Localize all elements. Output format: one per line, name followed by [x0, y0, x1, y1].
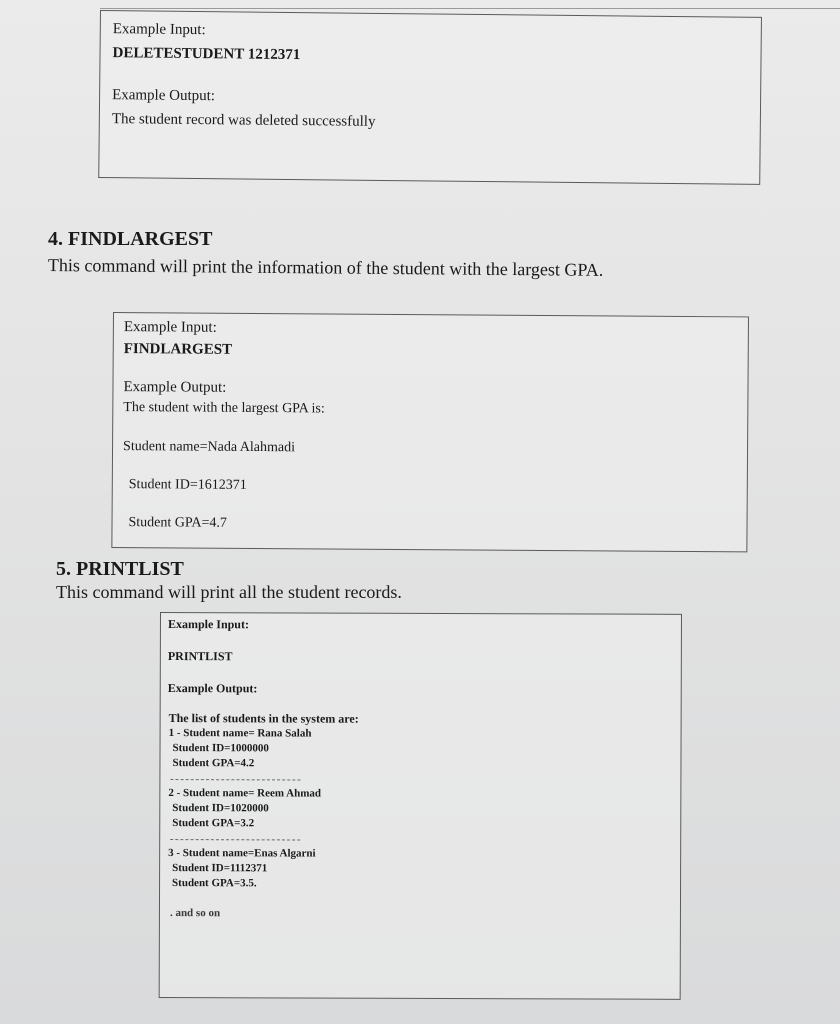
student-id-line: Student ID=1020000 — [172, 802, 269, 815]
list-footer: . and so on — [169, 907, 221, 920]
student-id-line: Student ID=1112371 — [172, 862, 268, 875]
separator-line — [170, 779, 300, 780]
deletestudent-example-box — [98, 10, 762, 185]
output-line: The student with the largest GPA is: — [123, 400, 325, 417]
student-name-line: 2 - Student name= Reem Ahmad — [168, 787, 322, 800]
example-output-label: Example Output: — [167, 681, 258, 696]
output-line: Student GPA=4.7 — [128, 515, 227, 531]
findlargest-example-box — [111, 312, 749, 552]
student-id-line: Student ID=1000000 — [172, 742, 269, 755]
example-input-value: FINDLARGEST — [123, 341, 233, 358]
student-list-intro: The list of students in the system are: — [168, 711, 359, 726]
section-5-heading: 5. PRINTLIST — [56, 558, 184, 580]
example-input-value: DELETESTUDENT 1212371 — [112, 45, 301, 64]
student-name-line: 3 - Student name=Enas Algarni — [168, 847, 316, 860]
section-5-description: This command will print all the student records. — [56, 582, 402, 602]
output-line: Student ID=1612371 — [128, 477, 247, 493]
example-input-label: Example Input: — [123, 319, 217, 336]
example-output-label: Example Output: — [112, 87, 216, 105]
top-border-line — [100, 0, 840, 9]
student-name-line: 1 - Student name= Rana Salah — [168, 727, 312, 740]
student-gpa-line: Student GPA=3.2 — [172, 817, 255, 830]
example-input-value: PRINTLIST — [167, 649, 233, 664]
section-4-description: This command will print the information of the student with the largest GPA. — [47, 255, 604, 280]
example-output-label: Example Output: — [123, 379, 227, 396]
section-4-heading: 4. FINDLARGEST — [48, 228, 213, 250]
student-gpa-line: Student GPA=4.2 — [172, 757, 255, 770]
printlist-example-box — [159, 612, 682, 1000]
example-input-label: Example Input: — [167, 617, 250, 632]
example-input-label: Example Input: — [112, 21, 206, 39]
student-gpa-line: Student GPA=3.5. — [172, 877, 257, 890]
output-line: Student name=Nada Alahmadi — [123, 439, 296, 456]
example-output-value: The student record was deleted successfully — [111, 111, 376, 130]
separator-line — [170, 839, 300, 840]
